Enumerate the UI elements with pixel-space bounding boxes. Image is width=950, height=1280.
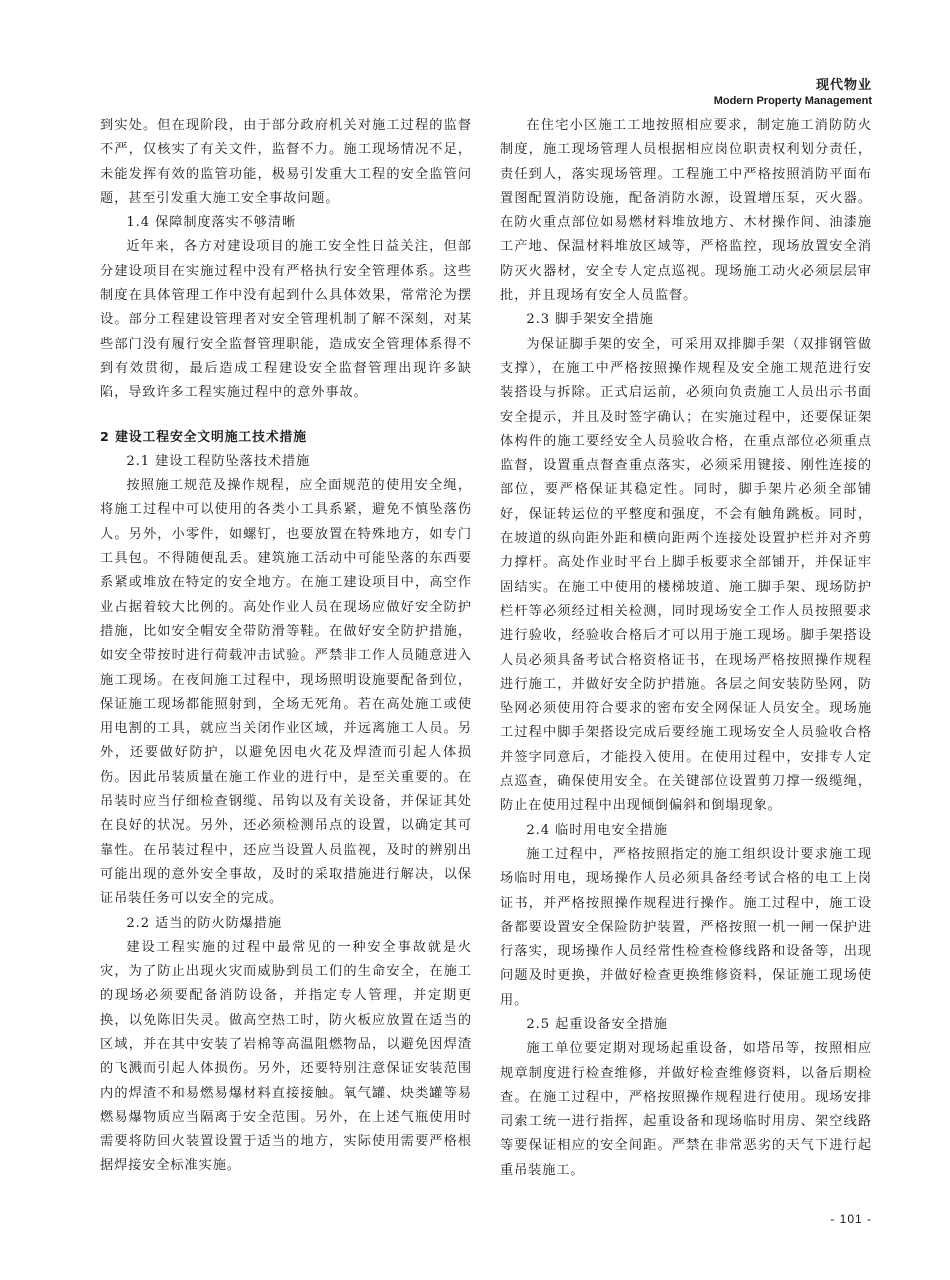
section-heading: 2 建设工程安全文明施工技术措施 bbox=[100, 429, 307, 445]
subsection-heading: 2.3 脚手架安全措施 bbox=[526, 312, 654, 328]
paragraph: 在住宅小区施工工地按照相应要求，制定施工消防防火制度，施工现场管理人员根据相应岗位职责权利划分责任，责任到人，落实现场管理。工程施工中严格按照消防平面布置图配置消防设施，配备消防水源，设置增压泵，灭火器。在防火重点部位如易燃材料堆放地方、木材操作间、油漆施工产地、保温材料堆放区域等，严格监控，现场放置安全消防灭火器材，安全专人定点巡视。现场施工动火必须层层审批，并且现场有安全人员监督。 bbox=[500, 118, 872, 304]
paragraph: 为保证脚手架的安全，可采用双排脚手架（双排钢管做支撑），在施工中严格按照操作规程及安全施工规范进行安装搭设与拆除。正式启运前，必须向负责施工人员出示书面安全提示，并且及时签字确认；在实施过程中，还要保证架体构件的施工要经安全人员验收合格，在重点部位必须重点监督，设置重点督查重点落实，必须采用键接、刚性连接的部位，要严格保证其稳定性。同时，脚手架片必须全部铺好，保证转运位的平整度和强度，不会有触角跳板。同时，在坡道的纵向距外距和横向距两个连接处设置护栏并对齐剪力撑杆。高处作业时平台上脚手板要求全部铺开，并保证牢固结实。在施工中使用的楼梯坡道、施工脚手架、现场防护栏杆等必须经过相关检测，同时现场安全工作人员按照要求进行验收，经验收合格后才可以用于施工现场。脚手架搭设人员必须具备考试合格资格证书，在现场严格按照操作规程进行施工，并做好安全防护措施。各层之间安装防坠网，防坠网必须使用符合要求的密布安全网保证人员安全。现场施工过程中脚手架搭设完成后要经施工现场安全人员验收合格并签字同意后，才能投入使用。在使用过程中，安排专人定点巡查，确保使用安全。在关键部位设置剪刀撑一级缆绳，防止在使用过程中出现倾倒偏斜和倒塌现象。 bbox=[500, 336, 872, 814]
paragraph: 施工过程中，严格按照指定的施工组织设计要求施工现场临时用电，现场操作人员必须具备经考试合格的电工上岗证书，并严格按照操作规程进行操作。施工过程中，施工设备都要设置安全保险防护装置，严格按照一机一闸一保护进行落实，现场操作人员经常性检查检修线路和设备等，出现问题及时更换，并做好检查更换维修资料，保证施工现场使用。 bbox=[500, 846, 872, 1008]
subsection-heading: 2.4 临时用电安全措施 bbox=[526, 822, 668, 838]
subsection-heading: 1.4 保障制度落实不够清晰 bbox=[126, 215, 297, 231]
right-column bbox=[500, 114, 872, 1183]
subsection-heading: 2.1 建设工程防坠落技术措施 bbox=[126, 453, 311, 469]
left-column bbox=[100, 114, 472, 1179]
subsection-heading: 2.5 起重设备安全措施 bbox=[526, 1016, 668, 1032]
journal-title-en: Modern Property Management bbox=[713, 95, 872, 107]
subsection-heading: 2.2 适当的防火防爆措施 bbox=[126, 915, 282, 931]
page-number: - 101 - bbox=[830, 1212, 872, 1226]
journal-header bbox=[714, 78, 872, 108]
journal-title-cn: 现代物业 bbox=[815, 78, 872, 93]
paragraph: 近年来，各方对建设项目的施工安全性日益关注，但部分建设项目在实施过程中没有严格执行安全管理体系。这些制度在具体管理工作中没有起到什么具体效果，常常沦为摆设。部分工程建设管理者对安全管理机制了解不深刻，对某些部门没有履行安全监督管理职能，造成安全管理体系得不到有效贯彻，最后造成工程建设安全监督管理出现许多缺陷，导致许多工程实施过程中的意外事故。 bbox=[100, 239, 472, 401]
paragraph: 按照施工规范及操作规程，应全面规范的使用安全绳，将施工过程中可以使用的各类小工具系紧，避免不慎坠落伤人。另外，小零件，如螺钉，也要放置在特殊地方，如专门工具包。不得随便乱丢。建筑施工活动中可能坠落的东西要系紧或堆放在特定的安全地方。在施工建设项目中，高空作业占据着较大比例的。高处作业人员在现场应做好安全防护措施，比如安全帽安全带防滑等鞋。在做好安全防护措施，如安全带按时进行荷载冲击试验。严禁非工作人员随意进入施工现场。在夜间施工过程中，现场照明设施要配备到位，保证施工现场都能照射到，全场无死角。若在高处施工或使用电割的工具，就应当关闭作业区域，并远离施工人员。另外，还要做好防护，以避免因电火花及焊渣而引起人体损伤。因此吊装质量在施工作业的进行中，是至关重要的。在吊装时应当仔细检查钢缆、吊钩以及有关设备，并保证其处在良好的状况。另外，还必须检测吊点的设置，以确定其可靠性。在吊装过程中，还应当设置人员监视，及时的辨别出可能出现的意外安全事故，及时的采取措施进行解决，以保证吊装任务可以安全的完成。 bbox=[100, 478, 472, 907]
paragraph: 施工单位要定期对现场起重设备，如塔吊等，按照相应规章制度进行检查维修，并做好检查维修资料，以备后期检查。在施工过程中，严格按照操作规程进行使用。现场安排司索工统一进行指挥，起重设备和现场临时用房、架空线路等要保证相应的安全间距。严禁在非常恶劣的天气下进行起重吊装施工。 bbox=[500, 1041, 872, 1178]
paragraph: 建设工程实施的过程中最常见的一种安全事故就是火灾，为了防止出现火灾而威胁到员工们的生命安全，在施工的现场必须要配备消防设备，并指定专人管理，并定期更换，以免陈旧失灵。做高空热工时，防火板应放置在适当的区域，并在其中安装了岩棉等高温阻燃物品，以避免因焊渣的飞溅而引起人体损伤。另外，还要特别注意保证安装范围内的焊渣不和易燃易爆材料直接接触。氧气罐、炔类罐等易燃易爆物质应当隔离于安全范围。另外，在上述气瓶使用时需要将防回火装置设置于适当的地方，实际使用需要严格根据焊接安全标准实施。 bbox=[100, 939, 472, 1174]
paragraph: 到实处。但在现阶段，由于部分政府机关对施工过程的监督不严，仅核实了有关文件，监督不力。施工现场情况不足，未能发挥有效的监管功能，极易引发重大工程的安全监管问题，甚至引发重大施工安全事故问题。 bbox=[100, 118, 472, 206]
